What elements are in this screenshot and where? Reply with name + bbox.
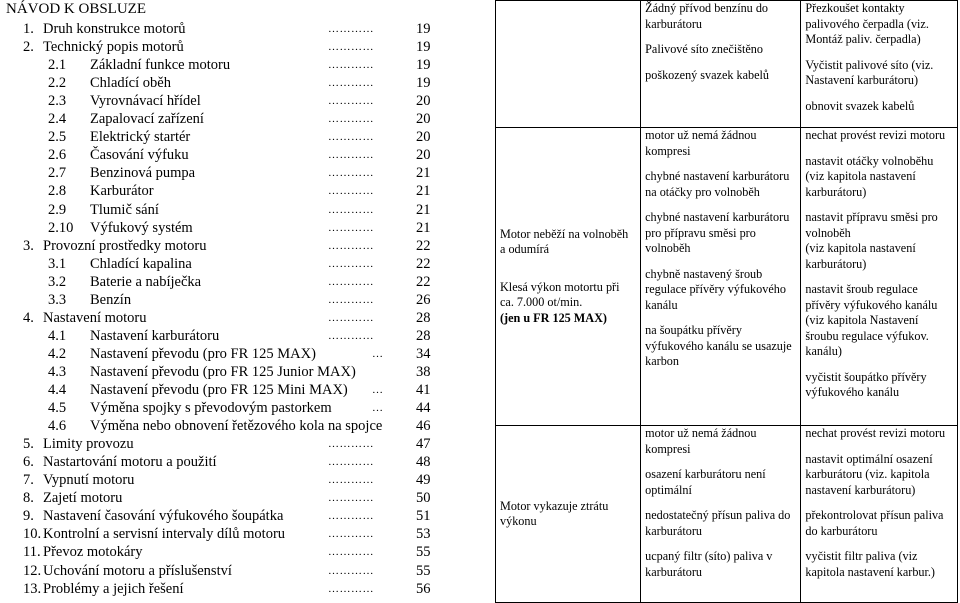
toc-item-title: Časování výfuku — [90, 147, 189, 164]
toc-item — [0, 201, 470, 219]
toc-item-page: 28 — [416, 309, 431, 326]
cell-text: nastavit šroub regulace přívěry výfukového kanálu (viz kapitola Nastavení šroubu regulace výfukov. kanálu) — [805, 282, 938, 358]
toc-item-title: Elektrický startér — [90, 129, 191, 146]
toc-leader-dots: ………… — [328, 185, 374, 198]
toc-leader-dots: ………… — [328, 167, 374, 180]
table-row — [496, 1, 958, 128]
toc-item-number: 2.9 — [48, 201, 67, 218]
toc-leader-dots: ………… — [328, 311, 374, 324]
toc-item-title: Vyrovnávací hřídel — [90, 93, 201, 110]
toc-item-title: Chladící oběh — [90, 75, 171, 92]
toc-item-title: Nastartování motoru a použití — [43, 454, 217, 471]
toc-leader-dots: ………… — [328, 456, 374, 469]
troubleshooting-table-wrapper — [495, 0, 958, 602]
toc-item-title: Nastavení karburátoru — [90, 327, 220, 344]
toc-item-page: 20 — [416, 129, 431, 146]
toc-item-page: 22 — [416, 273, 431, 290]
toc-item-page: 19 — [416, 57, 431, 74]
toc-item-title: Výměna spojky s převodovým pastorkem — [90, 400, 332, 417]
toc-item-number: 2. — [23, 39, 34, 56]
toc-leader-dots: ………… — [328, 329, 374, 342]
toc-item-title: Benzinová pumpa — [90, 165, 196, 182]
toc-leader-dots: ………… — [328, 149, 374, 162]
toc-item-number: 2.4 — [48, 111, 67, 128]
toc-item-page: 19 — [416, 75, 431, 92]
toc-leader-dots: … — [372, 384, 384, 396]
symptom-cell — [496, 128, 641, 426]
toc-item-title: Karburátor — [90, 183, 154, 200]
toc-item-page: 47 — [416, 436, 431, 453]
cause-cell — [641, 128, 801, 426]
cell-text: nastavit optimální osazení karburátoru (viz. kapitola nastavení karburátoru) — [805, 451, 933, 497]
toc-item-number: 2.2 — [48, 75, 67, 92]
cell-text: Vyčistit palivové síto (viz. Nastavení karburátoru) — [805, 57, 934, 87]
toc-item-title: Zapalovací zařízení — [90, 111, 204, 128]
toc-leader-dots: ………… — [328, 59, 374, 72]
toc-item-title: Limity provozu — [43, 436, 134, 453]
toc-item-page: 22 — [416, 237, 431, 254]
cell-text: osazení karburátoru není optimální — [645, 467, 766, 497]
toc-item-page: 46 — [416, 418, 431, 435]
toc-item-page: 22 — [416, 255, 431, 272]
toc-item-page: 55 — [416, 544, 431, 561]
toc-item — [0, 273, 470, 291]
troubleshooting-table — [495, 0, 958, 603]
toc-item-number: 2.8 — [48, 183, 67, 200]
toc-leader-dots: ………… — [328, 113, 374, 126]
toc-item-page: 20 — [416, 93, 431, 110]
toc-leader-dots: … — [372, 347, 384, 360]
toc-title: NÁVOD K OBSLUZE — [6, 1, 146, 17]
symptom-cell — [496, 1, 641, 128]
toc-item-title: Nastavení převodu (pro FR 125 MAX) — [90, 345, 316, 362]
toc-item-page: 44 — [416, 400, 431, 417]
toc-item-title: Nastavení převodu (pro FR 125 Mini MAX) — [90, 382, 348, 398]
cell-text: motor už nemá žádnou kompresi — [645, 426, 757, 456]
toc-item-title: Provozní prostředky motoru — [43, 237, 207, 254]
toc-item-title: Tlumič sání — [90, 201, 159, 218]
cell-text: nastavit přípravu směsi pro volnoběh — [805, 210, 938, 240]
toc-item — [0, 237, 470, 255]
toc-item — [0, 255, 470, 273]
toc-leader-dots: ………… — [328, 293, 374, 306]
toc-item-title: Nastavení časování výfukového šoupátka — [43, 508, 284, 525]
cell-text: Přezkoušet kontakty palivového čerpadla (viz. Montáž paliv. čerpadla) — [805, 1, 929, 46]
toc-item-title: Druh konstrukce motorů — [43, 21, 186, 37]
toc-item-number: 2.10 — [48, 219, 74, 236]
toc-item-page: 41 — [416, 382, 431, 398]
toc-item-number: 2.7 — [48, 165, 67, 182]
toc-leader-dots: … — [372, 402, 384, 415]
toc-item-number: 4. — [23, 309, 34, 326]
cell-text: (viz kapitola nastavení karburátoru) — [805, 241, 916, 271]
toc-item-title: Technický popis motorů — [43, 39, 184, 56]
toc-item-number: 3. — [23, 237, 34, 254]
toc-item-title: Nastavení motoru — [43, 309, 147, 326]
toc-item — [0, 309, 470, 327]
toc-item-number: 1. — [23, 21, 34, 37]
toc-item-title: Převoz motokáry — [43, 544, 143, 561]
toc-item — [0, 164, 470, 182]
toc-item-number: 3.2 — [48, 273, 67, 290]
toc-item — [0, 471, 470, 489]
toc-leader-dots: ………… — [328, 77, 374, 90]
cell-text: nechat provést revizi motoru — [805, 426, 946, 440]
toc-item-number: 12. — [23, 562, 42, 579]
toc-item-number: 3.3 — [48, 291, 67, 308]
toc-leader-dots: ………… — [328, 528, 374, 541]
cause-cell — [641, 426, 801, 603]
toc-item — [0, 110, 470, 128]
toc-leader-dots: ………… — [328, 564, 374, 577]
toc-leader-dots: ………… — [328, 510, 374, 523]
toc-item-number: 2.6 — [48, 147, 67, 164]
toc-item-page: 48 — [416, 454, 431, 471]
toc-item-number: 13. — [23, 580, 42, 597]
toc-item-page: 56 — [416, 580, 431, 597]
toc-leader-dots: ………… — [328, 41, 374, 54]
toc-item — [0, 327, 470, 345]
toc-item-number: 4.5 — [48, 400, 67, 417]
cause-cell — [641, 1, 801, 128]
toc-leader-dots: ………… — [328, 257, 374, 270]
cell-text: vyčistit šoupátko přívěry výfukového kanálu — [805, 369, 927, 399]
cell-text: poškozený svazek kabelů — [645, 67, 770, 82]
toc-item-page: 28 — [416, 327, 431, 344]
toc-item — [0, 182, 470, 200]
remedy-cell — [801, 128, 958, 426]
toc-item — [0, 543, 470, 561]
toc-item-number: 4.6 — [48, 418, 67, 435]
toc-item — [0, 381, 470, 399]
cell-text: na šoupátku přívěry výfukového kanálu se usazuje karbon — [645, 323, 792, 368]
toc-item-number: 3.1 — [48, 255, 67, 272]
toc-item — [0, 56, 470, 74]
toc-item-title: Uchování motoru a příslušenství — [43, 562, 232, 579]
toc-leader-dots: ………… — [328, 275, 374, 288]
cell-text: nedostatečný přísun paliva do karburátoru — [645, 508, 791, 538]
toc-leader-dots: ………… — [328, 492, 374, 505]
toc-item-number: 6. — [23, 454, 34, 471]
symptom-cell — [496, 426, 641, 603]
toc-item-title: Baterie a nabíječka — [90, 273, 202, 290]
toc-item — [0, 507, 470, 525]
toc-item-number: 9. — [23, 508, 34, 525]
toc-item-page: 21 — [416, 201, 431, 218]
toc-item-number: 4.2 — [48, 345, 67, 362]
cell-text: chybné nastavení karburátoru na otáčky pro volnoběh — [645, 169, 790, 199]
toc-leader-dots: ………… — [328, 582, 374, 595]
toc-leader-dots: ………… — [328, 239, 374, 252]
toc-item-title: Zajetí motoru — [43, 490, 123, 507]
toc-item-title: Kontrolní a servisní intervaly dílů motoru — [43, 526, 286, 543]
toc-item-page: 20 — [416, 111, 431, 128]
toc-item-page: 21 — [416, 219, 431, 236]
remedy-cell — [801, 426, 958, 603]
toc-item-title: Problémy a jejich řešení — [43, 580, 184, 597]
symptom-text: Motor neběží na volnoběh a odumírá — [500, 226, 629, 257]
cell-text: motor už nemá žádnou kompresi — [645, 128, 757, 158]
toc-item — [0, 580, 470, 598]
toc-item-title: Výměna nebo obnovení řetězového kola na spojce — [90, 418, 383, 435]
toc-item-number: 10. — [23, 526, 42, 543]
toc-leader-dots: ………… — [328, 438, 374, 451]
toc-item — [0, 38, 470, 56]
toc-item-page: 34 — [416, 345, 431, 362]
toc-item — [0, 525, 470, 543]
toc-item — [0, 435, 470, 453]
toc-item — [0, 345, 470, 363]
table-row — [496, 128, 958, 426]
cell-text: nastavit otáčky volnoběhu — [805, 153, 934, 168]
table-row — [496, 426, 958, 603]
toc-item-page: 55 — [416, 562, 431, 579]
toc-item-page: 21 — [416, 183, 431, 200]
toc-leader-dots: ………… — [328, 131, 374, 144]
toc-item-number: 4.4 — [48, 382, 67, 398]
toc-item-page: 49 — [416, 472, 431, 489]
cell-text: Žádný přívod benzínu do karburátoru — [645, 1, 769, 31]
toc-item — [0, 562, 470, 580]
toc-leader-dots: ………… — [328, 474, 374, 487]
toc-item — [0, 74, 470, 92]
toc-leader-dots: ………… — [328, 546, 374, 559]
toc-item — [0, 146, 470, 164]
toc-item — [0, 417, 470, 435]
cell-text: překontrolovat přísun paliva do karburátoru — [805, 508, 944, 538]
toc-item — [0, 453, 470, 471]
toc-item — [0, 128, 470, 146]
toc-item-title: Výfukový systém — [90, 219, 193, 236]
toc-item — [0, 363, 470, 381]
toc-item-title: Nastavení převodu (pro FR 125 Junior MAX) — [90, 363, 356, 380]
toc-item-number: 7. — [23, 472, 34, 489]
symptom-text: (jen u FR 125 MAX) — [500, 310, 607, 325]
toc-item-page: 20 — [416, 147, 431, 164]
toc-item-number: 2.5 — [48, 129, 67, 146]
toc-item-page: 19 — [416, 39, 431, 56]
toc-item-number: 5. — [23, 436, 34, 453]
toc-item-title: Benzín — [90, 291, 132, 308]
toc-item — [0, 399, 470, 417]
toc-item-number: 11. — [23, 544, 41, 561]
toc-leader-dots: ………… — [328, 95, 374, 108]
toc-item-page: 26 — [416, 291, 431, 308]
toc-item — [0, 291, 470, 309]
cell-text: ucpaný filtr (síto) paliva v karburátoru — [645, 549, 773, 579]
cell-text: obnovit svazek kabelů — [805, 98, 915, 113]
toc-item-page: 21 — [416, 165, 431, 182]
toc-item-page: 38 — [416, 363, 431, 380]
toc-item-number: 2.1 — [48, 57, 67, 74]
symptom-text: Klesá výkon motortu při ca. 7.000 ot/min. — [500, 279, 620, 310]
toc-item-number: 4.1 — [48, 327, 67, 344]
toc-item — [0, 219, 470, 237]
cell-text: (viz kapitola nastavení karburátoru) — [805, 169, 916, 199]
toc-item — [0, 20, 470, 38]
toc-leader-dots: ………… — [328, 23, 374, 35]
toc-item-page: 19 — [416, 21, 431, 37]
toc-item-number: 8. — [23, 490, 34, 507]
toc-item — [0, 92, 470, 110]
toc-item-title: Vypnutí motoru — [43, 472, 135, 489]
toc-item-number: 4.3 — [48, 363, 67, 380]
toc-leader-dots: ………… — [328, 221, 374, 234]
symptom-text: Motor vykazuje ztrátu výkonu — [500, 498, 609, 528]
cell-text: Palivové síto znečištěno — [645, 42, 763, 56]
cell-text: chybné nastavení karburátoru pro přípravu směsi pro volnoběh — [645, 210, 790, 255]
remedy-cell — [801, 1, 958, 128]
toc-item-number: 2.3 — [48, 93, 67, 110]
toc-leader-dots: ………… — [328, 203, 374, 216]
toc-item-page: 51 — [416, 508, 431, 525]
toc-item-page: 50 — [416, 490, 431, 507]
toc-item-title: Základní funkce motoru — [90, 57, 231, 74]
cell-text: chybně nastavený šroub regulace přívěry výfukového kanálu — [645, 266, 786, 312]
toc-item — [0, 489, 470, 507]
toc-item-page: 53 — [416, 526, 431, 543]
cell-text: vyčistit filtr paliva (viz kapitola nastavení karbur.) — [805, 549, 935, 579]
cell-text: nechat provést revizi motoru — [805, 128, 946, 142]
toc-item-title: Chladící kapalina — [90, 255, 192, 272]
